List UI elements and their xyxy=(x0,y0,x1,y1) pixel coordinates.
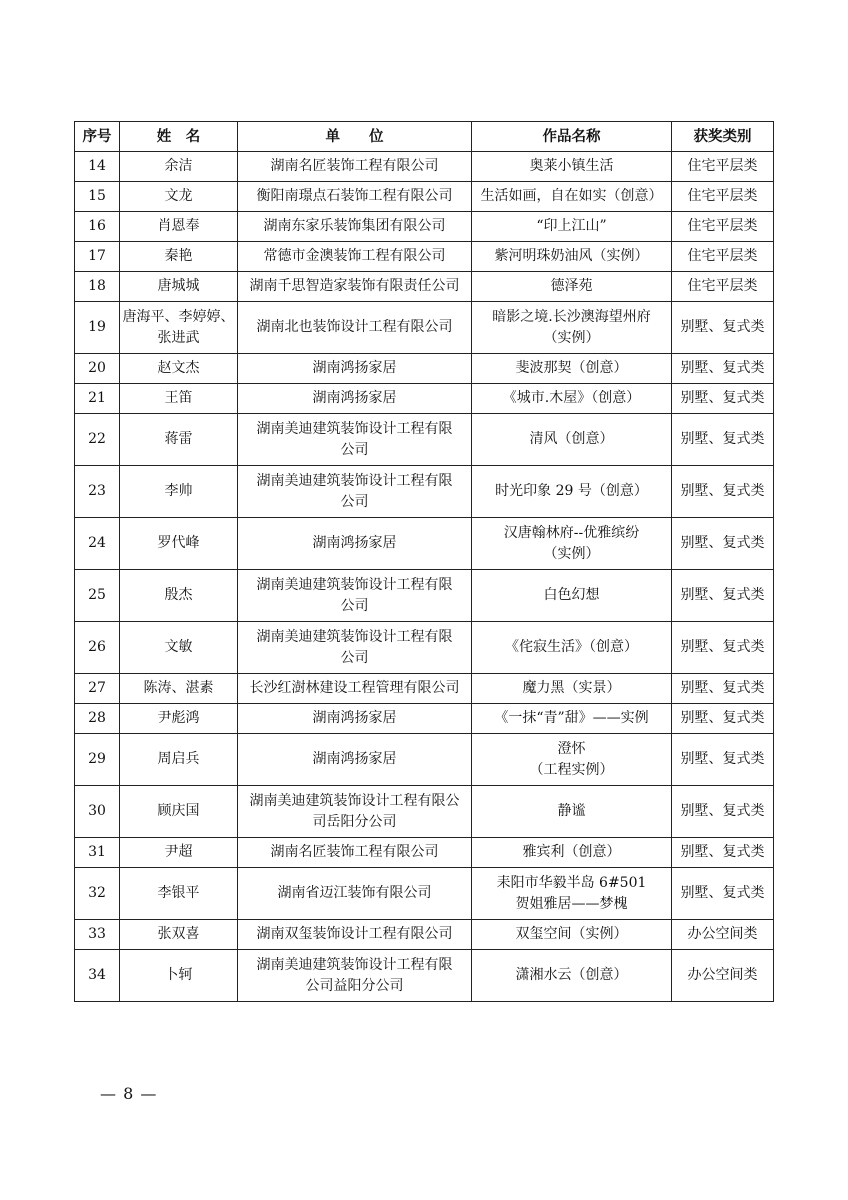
page-number: — 8 — xyxy=(100,1084,158,1103)
cell-category: 别墅、复式类 xyxy=(672,622,774,674)
table-row xyxy=(75,384,774,414)
cell-unit: 湖南鸿扬家居 xyxy=(238,704,472,734)
table-row xyxy=(75,950,774,1002)
cell-work: 白色幻想 xyxy=(472,570,672,622)
cell-unit: 湖南名匠装饰工程有限公司 xyxy=(238,838,472,868)
cell-work: 静谧 xyxy=(472,786,672,838)
table-row xyxy=(75,674,774,704)
cell-name: 文敏 xyxy=(120,622,238,674)
cell-no: 16 xyxy=(75,212,120,242)
table-row xyxy=(75,272,774,302)
cell-name: 顾庆国 xyxy=(120,786,238,838)
cell-no: 20 xyxy=(75,354,120,384)
cell-unit: 湖南鸿扬家居 xyxy=(238,354,472,384)
cell-work: 《侘寂生活》（创意） xyxy=(472,622,672,674)
cell-name: 唐海平、李婷婷、 张进武 xyxy=(120,302,238,354)
header-name: 姓 名 xyxy=(120,122,238,152)
cell-unit: 湖南千思智造家装饰有限责任公司 xyxy=(238,272,472,302)
cell-name: 王笛 xyxy=(120,384,238,414)
cell-name: 张双喜 xyxy=(120,920,238,950)
cell-no: 28 xyxy=(75,704,120,734)
cell-work: 斐波那契（创意） xyxy=(472,354,672,384)
table-row xyxy=(75,518,774,570)
cell-name: 卜轲 xyxy=(120,950,238,1002)
cell-category: 住宅平层类 xyxy=(672,242,774,272)
cell-work: 生活如画，自在如实（创意） xyxy=(472,182,672,212)
cell-no: 33 xyxy=(75,920,120,950)
cell-unit: 湖南美迪建筑装饰设计工程有限 公司 xyxy=(238,466,472,518)
table-row xyxy=(75,734,774,786)
cell-no: 15 xyxy=(75,182,120,212)
cell-name: 周启兵 xyxy=(120,734,238,786)
cell-unit: 湖南美迪建筑装饰设计工程有限 公司 xyxy=(238,570,472,622)
cell-unit: 湖南名匠装饰工程有限公司 xyxy=(238,152,472,182)
cell-name: 尹超 xyxy=(120,838,238,868)
cell-name: 陈涛、湛素 xyxy=(120,674,238,704)
cell-unit: 湖南鸿扬家居 xyxy=(238,518,472,570)
cell-name: 尹彪鸿 xyxy=(120,704,238,734)
cell-no: 34 xyxy=(75,950,120,1002)
cell-unit: 湖南东家乐装饰集团有限公司 xyxy=(238,212,472,242)
cell-no: 14 xyxy=(75,152,120,182)
cell-no: 24 xyxy=(75,518,120,570)
table-row xyxy=(75,242,774,272)
cell-name: 殷杰 xyxy=(120,570,238,622)
table-row xyxy=(75,302,774,354)
cell-category: 住宅平层类 xyxy=(672,182,774,212)
cell-work: 魔力黑（实景） xyxy=(472,674,672,704)
cell-work: 奥莱小镇生活 xyxy=(472,152,672,182)
cell-work: 汉唐翰林府--优雅缤纷 （实例） xyxy=(472,518,672,570)
cell-no: 25 xyxy=(75,570,120,622)
cell-category: 别墅、复式类 xyxy=(672,518,774,570)
cell-category: 别墅、复式类 xyxy=(672,704,774,734)
cell-unit: 湖南美迪建筑装饰设计工程有限 公司 xyxy=(238,622,472,674)
cell-no: 23 xyxy=(75,466,120,518)
cell-unit: 湖南省迈江装饰有限公司 xyxy=(238,868,472,920)
cell-unit: 衡阳南璟点石装饰工程有限公司 xyxy=(238,182,472,212)
cell-category: 别墅、复式类 xyxy=(672,414,774,466)
cell-name: 罗代峰 xyxy=(120,518,238,570)
awards-table xyxy=(74,121,774,1002)
table-row xyxy=(75,786,774,838)
cell-unit: 湖南鸿扬家居 xyxy=(238,734,472,786)
cell-work: 雅宾利（创意） xyxy=(472,838,672,868)
cell-work: 紫河明珠奶油风（实例） xyxy=(472,242,672,272)
cell-work: 德泽苑 xyxy=(472,272,672,302)
cell-category: 别墅、复式类 xyxy=(672,302,774,354)
cell-work: 《城市.木屋》（创意） xyxy=(472,384,672,414)
cell-unit: 湖南美迪建筑装饰设计工程有限 公司益阳分公司 xyxy=(238,950,472,1002)
cell-name: 秦艳 xyxy=(120,242,238,272)
cell-work: 《一抹“青”甜》——实例 xyxy=(472,704,672,734)
table-row xyxy=(75,570,774,622)
table-row xyxy=(75,466,774,518)
cell-category: 办公空间类 xyxy=(672,950,774,1002)
header-no: 序号 xyxy=(75,122,120,152)
cell-no: 26 xyxy=(75,622,120,674)
cell-name: 李帅 xyxy=(120,466,238,518)
cell-work: 澄怀 （工程实例） xyxy=(472,734,672,786)
table-row xyxy=(75,354,774,384)
cell-no: 27 xyxy=(75,674,120,704)
cell-unit: 湖南北也装饰设计工程有限公司 xyxy=(238,302,472,354)
cell-no: 17 xyxy=(75,242,120,272)
header-unit: 单 位 xyxy=(238,122,472,152)
cell-name: 李银平 xyxy=(120,868,238,920)
cell-category: 住宅平层类 xyxy=(672,212,774,242)
table-body xyxy=(75,152,774,1002)
table-row xyxy=(75,838,774,868)
cell-category: 别墅、复式类 xyxy=(672,570,774,622)
cell-work: “印上江山” xyxy=(472,212,672,242)
cell-category: 别墅、复式类 xyxy=(672,868,774,920)
cell-name: 肖恩奉 xyxy=(120,212,238,242)
cell-name: 唐城城 xyxy=(120,272,238,302)
cell-category: 办公空间类 xyxy=(672,920,774,950)
cell-category: 别墅、复式类 xyxy=(672,466,774,518)
cell-category: 别墅、复式类 xyxy=(672,734,774,786)
cell-work: 双玺空间（实例） xyxy=(472,920,672,950)
table-row xyxy=(75,622,774,674)
table-row xyxy=(75,182,774,212)
table-row xyxy=(75,152,774,182)
cell-no: 21 xyxy=(75,384,120,414)
cell-unit: 常德市金澳装饰工程有限公司 xyxy=(238,242,472,272)
cell-no: 31 xyxy=(75,838,120,868)
cell-category: 住宅平层类 xyxy=(672,152,774,182)
cell-unit: 湖南鸿扬家居 xyxy=(238,384,472,414)
cell-category: 别墅、复式类 xyxy=(672,786,774,838)
table-row xyxy=(75,704,774,734)
cell-no: 22 xyxy=(75,414,120,466)
cell-name: 文龙 xyxy=(120,182,238,212)
cell-category: 别墅、复式类 xyxy=(672,354,774,384)
cell-category: 住宅平层类 xyxy=(672,272,774,302)
cell-work: 潇湘水云（创意） xyxy=(472,950,672,1002)
cell-unit: 长沙红澍林建设工程管理有限公司 xyxy=(238,674,472,704)
cell-no: 18 xyxy=(75,272,120,302)
cell-name: 赵文杰 xyxy=(120,354,238,384)
cell-unit: 湖南美迪建筑装饰设计工程有限 公司 xyxy=(238,414,472,466)
cell-work: 清风（创意） xyxy=(472,414,672,466)
cell-no: 19 xyxy=(75,302,120,354)
table-header-row xyxy=(75,122,774,152)
cell-category: 别墅、复式类 xyxy=(672,384,774,414)
table-row xyxy=(75,868,774,920)
cell-no: 32 xyxy=(75,868,120,920)
cell-unit: 湖南美迪建筑装饰设计工程有限公 司岳阳分公司 xyxy=(238,786,472,838)
cell-unit: 湖南双玺装饰设计工程有限公司 xyxy=(238,920,472,950)
cell-no: 29 xyxy=(75,734,120,786)
cell-no: 30 xyxy=(75,786,120,838)
header-work: 作品名称 xyxy=(472,122,672,152)
cell-category: 别墅、复式类 xyxy=(672,674,774,704)
table-row xyxy=(75,920,774,950)
cell-name: 蒋雷 xyxy=(120,414,238,466)
cell-work: 时光印象 29 号（创意） xyxy=(472,466,672,518)
cell-work: 暗影之境.长沙澳海望州府 （实例） xyxy=(472,302,672,354)
table-row xyxy=(75,414,774,466)
cell-category: 别墅、复式类 xyxy=(672,838,774,868)
header-category: 获奖类别 xyxy=(672,122,774,152)
table-row xyxy=(75,212,774,242)
cell-name: 余洁 xyxy=(120,152,238,182)
cell-work: 耒阳市华毅半岛 6#501 贺姐雅居——梦槐 xyxy=(472,868,672,920)
